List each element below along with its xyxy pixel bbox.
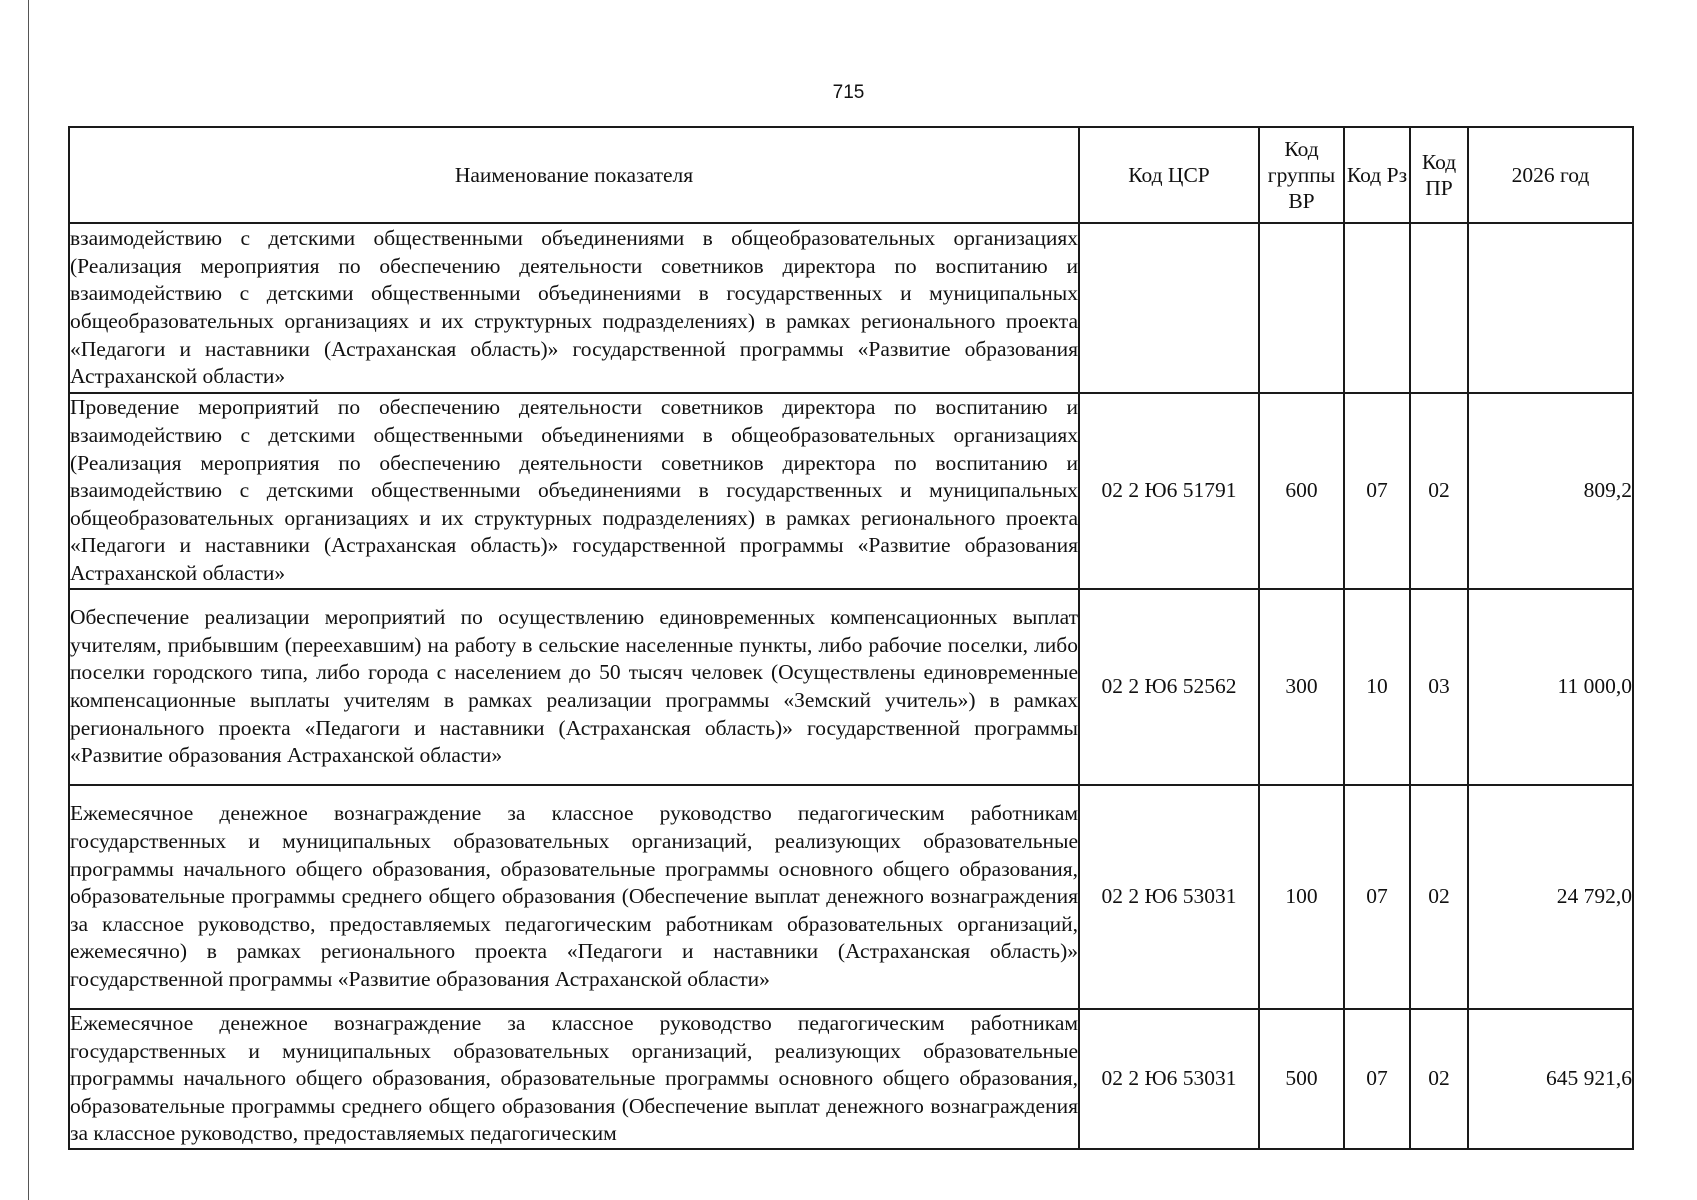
table-row: [69, 1009, 1633, 1149]
row-vr-code: 100: [1259, 785, 1344, 1009]
row-pr-code: 02: [1410, 1009, 1468, 1149]
row-name: взаимодействию с детскими общественными объединениями в общеобразовательных организациях (Реализация мероприятия по обеспечению деятельности советников директора по воспитанию и взаимодействию с детскими общественными объединениями в государственных и муниципальных общеобразовательных организациях и их структурных подразделениях) в рамках регионального проекта «Педагоги и наставники (Астраханская область)» государственной программы «Развитие образования Астраханской области»: [69, 223, 1079, 393]
row-csr-code: [1079, 223, 1259, 393]
row-rz-code: [1344, 223, 1410, 393]
header-vr-code: Код группы ВР: [1259, 127, 1344, 223]
row-name: Проведение мероприятий по обеспечению деятельности советников директора по воспитанию и взаимодействию с детскими общественными объединениями в общеобразовательных организациях (Реализация мероприятия по обеспечению деятельности советников директора по воспитанию и взаимодействию с детскими общественными объединениями в государственных и муниципальных общеобразовательных организациях и их структурных подразделениях) в рамках регионального проекта «Педагоги и наставники (Астраханская область)» государственной программы «Развитие образования Астраханской области»: [69, 393, 1079, 589]
row-vr-code: 500: [1259, 1009, 1344, 1149]
row-vr-code: 300: [1259, 589, 1344, 785]
row-csr-code: 02 2 Ю6 53031: [1079, 1009, 1259, 1149]
row-vr-code: [1259, 223, 1344, 393]
row-amount: 809,2: [1468, 393, 1633, 589]
row-rz-code: 07: [1344, 785, 1410, 1009]
table-header: [69, 127, 1633, 223]
row-rz-code: 07: [1344, 393, 1410, 589]
row-csr-code: 02 2 Ю6 53031: [1079, 785, 1259, 1009]
row-csr-code: 02 2 Ю6 51791: [1079, 393, 1259, 589]
row-amount: 645 921,6: [1468, 1009, 1633, 1149]
header-rz-code: Код Рз: [1344, 127, 1410, 223]
row-pr-code: 02: [1410, 785, 1468, 1009]
page-number: 715: [832, 82, 865, 103]
header-year: 2026 год: [1468, 127, 1633, 223]
table-row: [69, 785, 1633, 1009]
table-row: [69, 589, 1633, 785]
row-name: Обеспечение реализации мероприятий по осуществлению единовременных компенсационных выплат учителям, прибывшим (переехавшим) на работу в сельские населенные пункты, либо рабочие поселки, либо поселки городского типа, либо города с населением до 50 тысяч человек (Осуществлены единовременные компенсационные выплаты учителям в рамках реализации программы «Земский учитель») в рамках регионального проекта «Педагоги и наставники (Астраханская область)» государственной программы «Развитие образования Астраханской области»: [69, 589, 1079, 785]
row-name: Ежемесячное денежное вознаграждение за классное руководство педагогическим работникам государственных и муниципальных образовательных организаций, реализующих образовательные программы начального общего образования, образовательные программы основного общего образования, образовательные программы среднего общего образования (Обеспечение выплат денежного вознаграждения за классное руководство, предоставляемых педагогическим работникам образовательных организаций, ежемесячно) в рамках регионального проекта «Педагоги и наставники (Астраханская область)» государственной программы «Развитие образования Астраханской области»: [69, 785, 1079, 1009]
page-binding-line: [28, 0, 29, 1200]
table-body: [69, 223, 1633, 1149]
row-pr-code: 03: [1410, 589, 1468, 785]
row-rz-code: 10: [1344, 589, 1410, 785]
header-csr-code: Код ЦСР: [1079, 127, 1259, 223]
row-amount: [1468, 223, 1633, 393]
row-name: Ежемесячное денежное вознаграждение за классное руководство педагогическим работникам государственных и муниципальных образовательных организаций, реализующих образовательные программы начального общего образования, образовательные программы основного общего образования, образовательные программы среднего общего образования (Обеспечение выплат денежного вознаграждения за классное руководство, предоставляемых педагогическим: [69, 1009, 1079, 1149]
header-row: [69, 127, 1633, 223]
table-row: [69, 223, 1633, 393]
row-pr-code: [1410, 223, 1468, 393]
row-amount: 24 792,0: [1468, 785, 1633, 1009]
row-pr-code: 02: [1410, 393, 1468, 589]
header-name: Наименование показателя: [69, 127, 1079, 223]
table-row: [69, 393, 1633, 589]
row-vr-code: 600: [1259, 393, 1344, 589]
budget-table: [68, 126, 1634, 1150]
row-csr-code: 02 2 Ю6 52562: [1079, 589, 1259, 785]
row-rz-code: 07: [1344, 1009, 1410, 1149]
row-amount: 11 000,0: [1468, 589, 1633, 785]
header-pr-code: Код ПР: [1410, 127, 1468, 223]
